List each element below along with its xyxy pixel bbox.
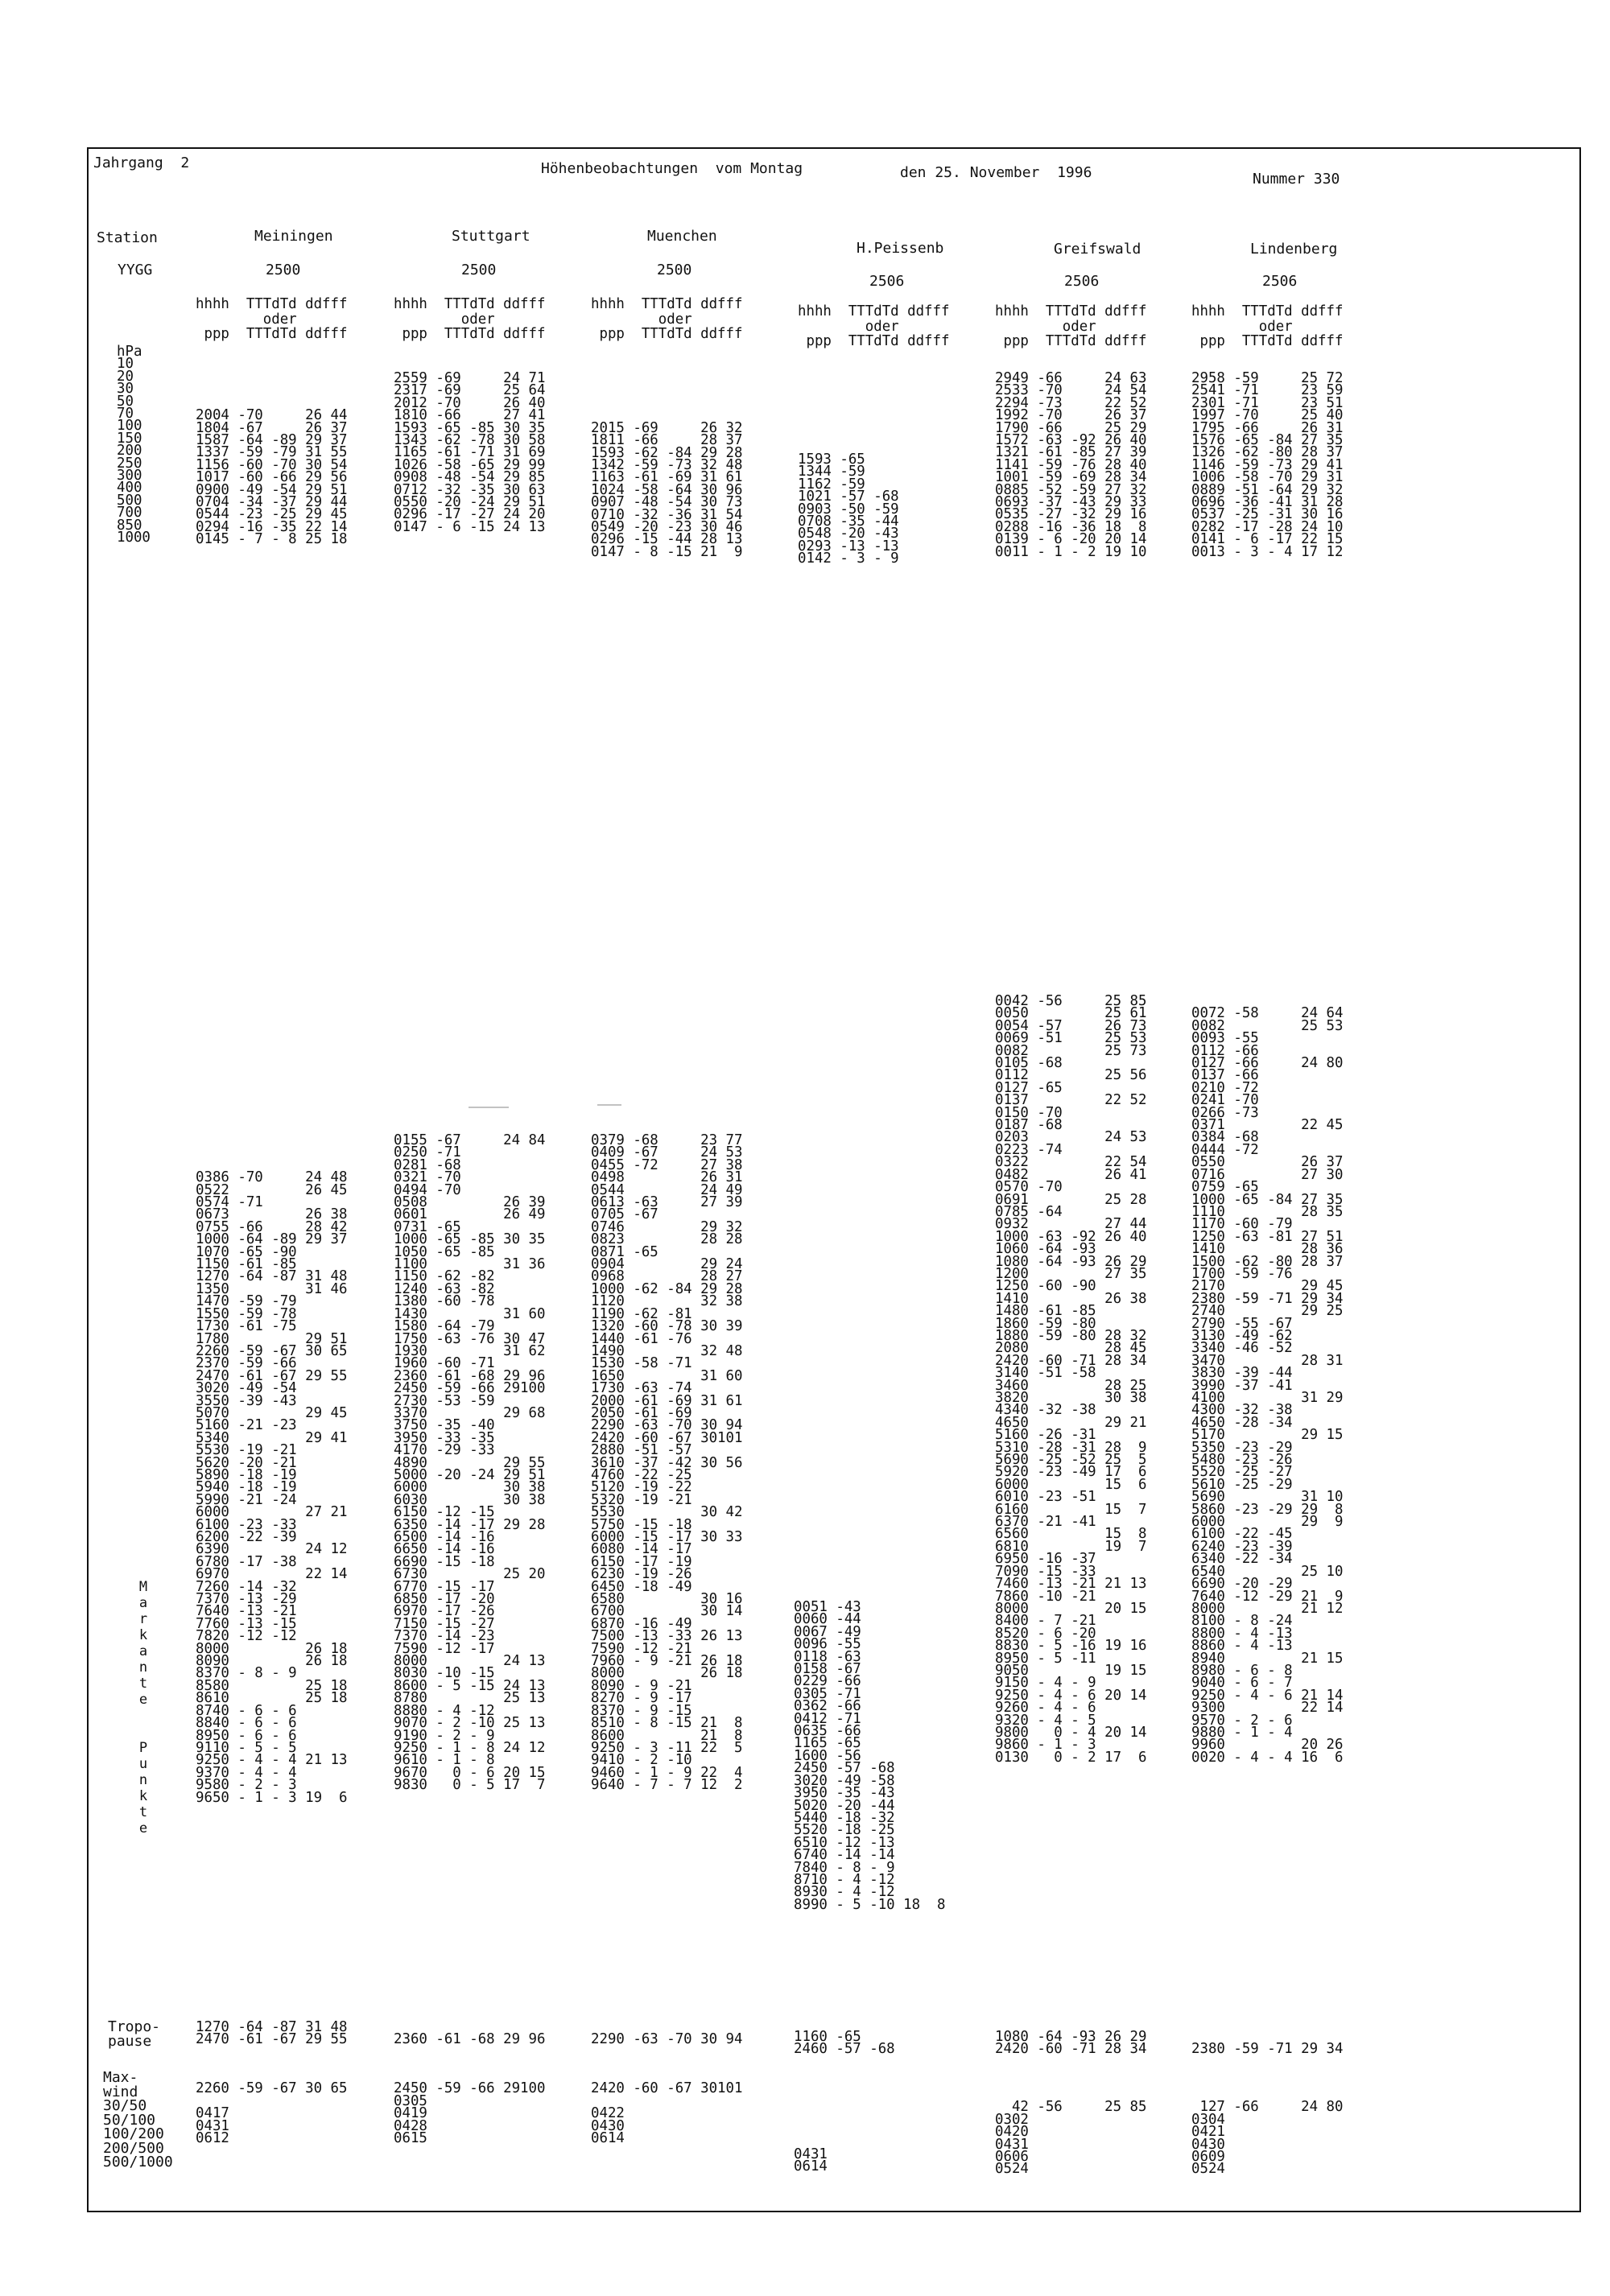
scan-smudge xyxy=(597,1104,621,1106)
significant-levels-lindenberg: 0072 -58 24 64 0082 25 53 0093 -55 0112 -66 0127 -66 24 80 0137 -66 0210 -72 0241 -70 0266 -73 0371 22 45 0384 -68 0444 -72 0550 26 37 0716 27 30 0759 -65 1000 -65 -84 27 35 1110 28 35 1170 -60 -79 1250 -63 -81 27 51 1410 28 36 1500 -62 -80 28 37 1700 -59 -76 2170 29 45 2380 -59 -71 29 34 2740 29 25 2790 -55 -67 3130 -49 -62 3340 -46 -52 3470 28 31 3830 -39 -44 3990 -37 -41 4100 31 29 4300 -32 -38 4650 -28 -34 5170 29 15 5350 -23 -29 5480 -23 -26 5520 -25 -27 5610 -25 -29 5690 31 10 5860 -23 -29 29 8 6000 29 9 6100 -22 -45 6240 -23 -39 6340 -22 -34 6540 25 10 6690 -20 -29 7640 -12 -29 21 9 8000 21 12 8100 - 8 -24 8800 - 4 -13 8860 - 4 -13 8940 21 15 8980 - 6 - 8 9040 - 6 - 7 9250 - 4 - 6 21 14 9300 22 14 9570 - 2 - 6 9880 - 1 - 4 9960 20 26 0020 - 4 - 4 16 6 xyxy=(1191,1005,1344,1766)
standard-levels-muenchen: 2015 -69 26 32 1811 -66 28 37 1593 -62 -84 29 28 1342 -59 -73 32 48 1163 -61 -69 31 61 1024 -58 -64 30 96 0907 -48 -54 30 73 0710 -32 -36 31 54 0549 -20 -23 30 46 0296 -15 -44 28 13 0147 - 8 -15 21 9 xyxy=(591,419,743,560)
column-header-lindenberg: hhhh TTTdTd ddfff oder ppp TTTdTd ddfff xyxy=(1191,303,1344,349)
standard-levels-lindenberg: 2958 -59 25 72 2541 -71 23 59 2301 -71 23 51 1997 -70 25 40 1795 -66 26 31 1576 -65 -84 27 35 1326 -62 -80 28 37 1146 -59 -73 29 41 1006 -58 -70 29 31 0889 -51 -64 29 32 0696 -36 -41 31 28 0537 -25 -31 30 16 0282 -17 -28 24 10 0141 - 6 -17 22 15 0013 - 3 - 4 17 12 xyxy=(1191,370,1344,560)
station-yygg-lindenberg: 2506 xyxy=(1262,273,1298,290)
hpa-levels: hPa 10 20 30 50 70 100 150 200 250 300 400 500 700 850 1000 xyxy=(117,344,151,546)
maxwind-meiningen: 2260 -59 -67 30 65 0417 0431 0612 xyxy=(196,2080,348,2147)
tropopause-hpeissenb: 1160 -65 2460 -57 -68 xyxy=(794,2029,895,2058)
tropopause-greifswald: 1080 -64 -93 26 29 2420 -60 -71 28 34 xyxy=(995,2029,1147,2058)
station-name-greifswald: Greifswald xyxy=(1054,241,1141,258)
column-header-meiningen: hhhh TTTdTd ddfff oder ppp TTTdTd ddfff xyxy=(196,296,348,342)
standard-levels-stuttgart: 2559 -69 24 71 2317 -69 25 64 2012 -70 26 40 1810 -66 27 41 1593 -65 -85 30 35 1343 -62 -78 30 58 1165 -61 -71 31 69 1026 -58 -65 29 99 0908 -48 -54 29 85 0712 -32 -35 30 63 0550 -20 -24 29 51 0296 -17 -27 24 20 0147 - 6 -15 24 13 xyxy=(394,370,546,535)
significant-levels-muenchen: 0379 -68 23 77 0409 -67 24 53 0455 -72 27 38 0498 26 31 0544 24 49 0613 -63 27 39 0705 -67 0746 29 32 0823 28 28 0871 -65 0904 29 24 0968 28 27 1000 -62 -84 29 28 1120 32 38 1190 -62 -81 1320 -60 -78 30 39 1440 -61 -76 1490 32 48 1530 -58 -71 1650 31 60 1730 -63 -74 2000 -61 -69 31 61 2050 -61 -69 2290 -63 -70 30 94 2420 -60 -67 30101 2880 -51 -57 3610 -37 -42 30 56 4760 -22 -25 5120 -19 -22 5320 -19 -21 5530 30 42 5750 -15 -18 6000 -15 -17 30 33 6080 -14 -17 6150 -17 -19 6230 -19 -26 6450 -18 -49 6580 30 16 6700 30 14 6870 -16 -49 7500 -13 -33 26 13 7590 -12 -21 7960 - 9 -21 26 18 8000 26 18 8090 - 9 -21 8270 - 9 -17 8370 - 9 -15 8510 - 8 -15 21 8 8600 21 8 9250 - 3 -11 22 5 9410 - 2 -10 9460 - 1 - 9 22 4 9640 - 7 - 7 12 2 xyxy=(591,1132,743,1794)
station-yygg-meiningen: 2500 xyxy=(266,262,301,278)
significant-levels-stuttgart: 0155 -67 24 84 0250 -71 0281 -68 0321 -70 0494 -70 0508 26 39 0601 26 49 0731 -65 1000 -65 -85 30 35 1050 -65 -85 1100 31 36 1150 -62 -82 1240 -63 -82 1380 -60 -78 1430 31 60 1580 -64 -79 1750 -63 -76 30 47 1930 31 62 1960 -60 -71 2360 -61 -68 29 96 2450 -59 -66 29100 2730 -53 -59 3370 29 68 3750 -35 -40 3950 -33 -35 4170 -29 -33 4890 29 55 5000 -20 -24 29 51 6000 30 38 6030 30 38 6150 -12 -15 6350 -14 -17 29 28 6500 -14 -16 6650 -14 -16 6690 -15 -18 6730 25 20 6770 -15 -17 6850 -17 -20 6970 -17 -26 7150 -15 -27 7370 -14 -23 7590 -12 -17 8000 24 13 8030 -10 -15 8600 - 5 -15 24 13 8780 25 13 8880 - 4 -12 9070 - 2 -10 25 13 9190 - 2 - 9 9250 - 1 - 8 24 12 9610 - 1 - 8 9670 0 - 6 20 15 9830 0 - 5 17 7 xyxy=(394,1132,546,1794)
station-name-meiningen: Meiningen xyxy=(254,228,333,245)
scan-smudge xyxy=(469,1107,509,1108)
maxwind-lindenberg: 127 -66 24 80 0304 0421 0430 0609 0524 xyxy=(1191,2099,1344,2178)
station-name-lindenberg: Lindenberg xyxy=(1250,241,1338,258)
tropopause-lindenberg: 2380 -59 -71 29 34 xyxy=(1191,2041,1344,2058)
jahrgang-label: Jahrgang 2 xyxy=(93,155,190,171)
column-header-stuttgart: hhhh TTTdTd ddfff oder ppp TTTdTd ddfff xyxy=(394,296,546,342)
standard-levels-meiningen: 2004 -70 26 44 1804 -67 26 37 1587 -64 -89 29 37 1337 -59 -79 31 55 1156 -60 -70 30 54 1017 -60 -66 29 56 0900 -49 -54 29 51 0704 -34 -37 29 44 0544 -23 -25 29 45 0294 -16 -35 22 14 0145 - 7 - 8 25 18 xyxy=(196,407,348,548)
station-yygg-stuttgart: 2500 xyxy=(461,262,497,278)
station-name-stuttgart: Stuttgart xyxy=(452,228,530,245)
station-name-muenchen: Muenchen xyxy=(647,228,717,245)
column-header-hpeissenb: hhhh TTTdTd ddfff oder ppp TTTdTd ddfff xyxy=(798,303,950,349)
station-label: Station xyxy=(97,229,158,246)
column-header-greifswald: hhhh TTTdTd ddfff oder ppp TTTdTd ddfff xyxy=(995,303,1147,349)
standard-levels-hpeissenb: 1593 -65 1344 -59 1162 -59 1021 -57 -68 0903 -50 -59 0708 -35 -44 0548 -20 -43 0293 -13 -13 0142 - 3 - 9 xyxy=(798,451,899,567)
maxwind-hpeissenb: 0431 0614 xyxy=(794,2146,828,2175)
tropopause-stuttgart: 2360 -61 -68 29 96 xyxy=(394,2031,546,2048)
markante-punkte-label: M a r k a n t e P u n k t e xyxy=(138,1579,148,1836)
column-header-muenchen: hhhh TTTdTd ddfff oder ppp TTTdTd ddfff xyxy=(591,296,743,342)
maxwind-greifswald: 42 -56 25 85 0302 0420 0431 0606 0524 xyxy=(995,2099,1147,2178)
report-number: Nummer 330 xyxy=(1253,171,1340,188)
tropopause-meiningen: 1270 -64 -87 31 48 2470 -61 -67 29 55 xyxy=(196,2019,348,2048)
report-date: den 25. November 1996 xyxy=(900,164,1092,181)
yygg-label: YYGG xyxy=(118,262,153,278)
significant-levels-meiningen: 0386 -70 24 48 0522 26 45 0574 -71 0673 26 38 0755 -66 28 42 1000 -64 -89 29 37 1070 -65 -90 1150 -61 -85 1270 -64 -87 31 48 1350 31 46 1470 -59 -79 1550 -59 -78 1730 -61 -75 1780 29 51 2260 -59 -67 30 65 2370 -59 -66 2470 -61 -67 29 55 3020 -49 -54 3550 -39 -43 5070 29 45 5160 -21 -23 5340 29 41 5530 -19 -21 5620 -20 -21 5890 -18 -19 5940 -18 -19 5990 -21 -24 6000 27 21 6100 -23 -33 6200 -22 -39 6390 24 12 6780 -17 -38 6970 22 14 7260 -14 -32 7370 -13 -29 7640 -13 -21 7760 -13 -15 7820 -12 -12 8000 26 18 8090 26 18 8370 - 8 - 9 8580 25 18 8610 25 18 8740 - 6 - 6 8840 - 6 - 6 8950 - 6 - 6 9110 - 5 - 5 9250 - 4 - 4 21 13 9370 - 4 - 4 9580 - 2 - 3 9650 - 1 - 3 19 6 xyxy=(196,1169,348,1806)
tropopause-label: Tropo- pause xyxy=(108,2018,161,2050)
maxwind-labels: Max- wind 30/50 50/100 100/200 200/500 500/1000 xyxy=(103,2069,173,2170)
standard-levels-greifswald: 2949 -66 24 63 2533 -70 24 54 2294 -73 22 52 1992 -70 26 37 1790 -66 25 29 1572 -63 -92 26 40 1321 -61 -85 27 39 1141 -59 -76 28 40 1001 -59 -69 28 34 0885 -52 -59 27 32 0693 -37 -43 29 33 0535 -27 -32 29 16 0288 -16 -36 18 8 0139 - 6 -20 20 14 0011 - 1 - 2 19 10 xyxy=(995,370,1147,560)
station-yygg-hpeissenb: 2506 xyxy=(869,273,905,290)
maxwind-stuttgart: 2450 -59 -66 29100 0305 0419 0428 0615 xyxy=(394,2080,546,2147)
station-yygg-greifswald: 2506 xyxy=(1064,273,1100,290)
significant-levels-hpeissenb: 0051 -43 0060 -44 0067 -49 0096 -55 0118 -63 0158 -67 0229 -66 0305 -71 0362 -66 0412 -71 0635 -66 1165 -65 1600 -56 2450 -57 -68 3020 -49 -58 3950 -35 -43 5020 -20 -44 5440 -18 -32 5520 -18 -25 6510 -12 -13 6740 -14 -14 7840 - 8 - 9 8710 - 4 -12 8930 - 4 -12 8990 - 5 -10 18 8 xyxy=(794,1599,946,1913)
significant-levels-greifswald: 0042 -56 25 85 0050 25 61 0054 -57 26 73 0069 -51 25 53 0082 25 73 0105 -68 0112 25 56 0127 -65 0137 22 52 0150 -70 0187 -68 0203 24 53 0223 -74 0322 22 54 0482 26 41 0570 -70 0691 25 28 0785 -64 0932 27 44 1000 -63 -92 26 40 1060 -64 -93 1080 -64 -93 26 29 1200 27 35 1250 -60 -90 1410 26 38 1480 -61 -85 1860 -59 -80 1880 -59 -80 28 32 2080 28 45 2420 -60 -71 28 34 3140 -51 -58 3460 28 25 3820 30 38 4340 -32 -38 4650 29 21 5160 -26 -31 5310 -28 -31 28 9 5690 -25 -52 25 5 5920 -23 -49 17 6 6000 15 6 6010 -23 -51 6160 15 7 6370 -21 -41 6560 15 8 6810 19 7 6950 -16 -37 7090 -15 -33 7460 -13 -21 21 13 7860 -10 -21 8000 20 15 8400 - 7 -21 8520 - 6 -20 8830 - 5 -16 19 16 8950 - 5 -11 9050 19 15 9150 - 4 - 9 9250 - 4 - 6 20 14 9260 - 4 - 6 9320 - 4 - 5 9800 0 - 4 20 14 9860 - 1 - 3 0130 0 - 2 17 6 xyxy=(995,993,1147,1766)
maxwind-muenchen: 2420 -60 -67 30101 0422 0430 0614 xyxy=(591,2080,743,2147)
station-name-hpeissenb: H.Peissenb xyxy=(857,240,944,257)
station-yygg-muenchen: 2500 xyxy=(657,262,692,278)
tropopause-muenchen: 2290 -63 -70 30 94 xyxy=(591,2031,743,2048)
page-title: Höhenbeobachtungen vom Montag xyxy=(541,160,803,177)
